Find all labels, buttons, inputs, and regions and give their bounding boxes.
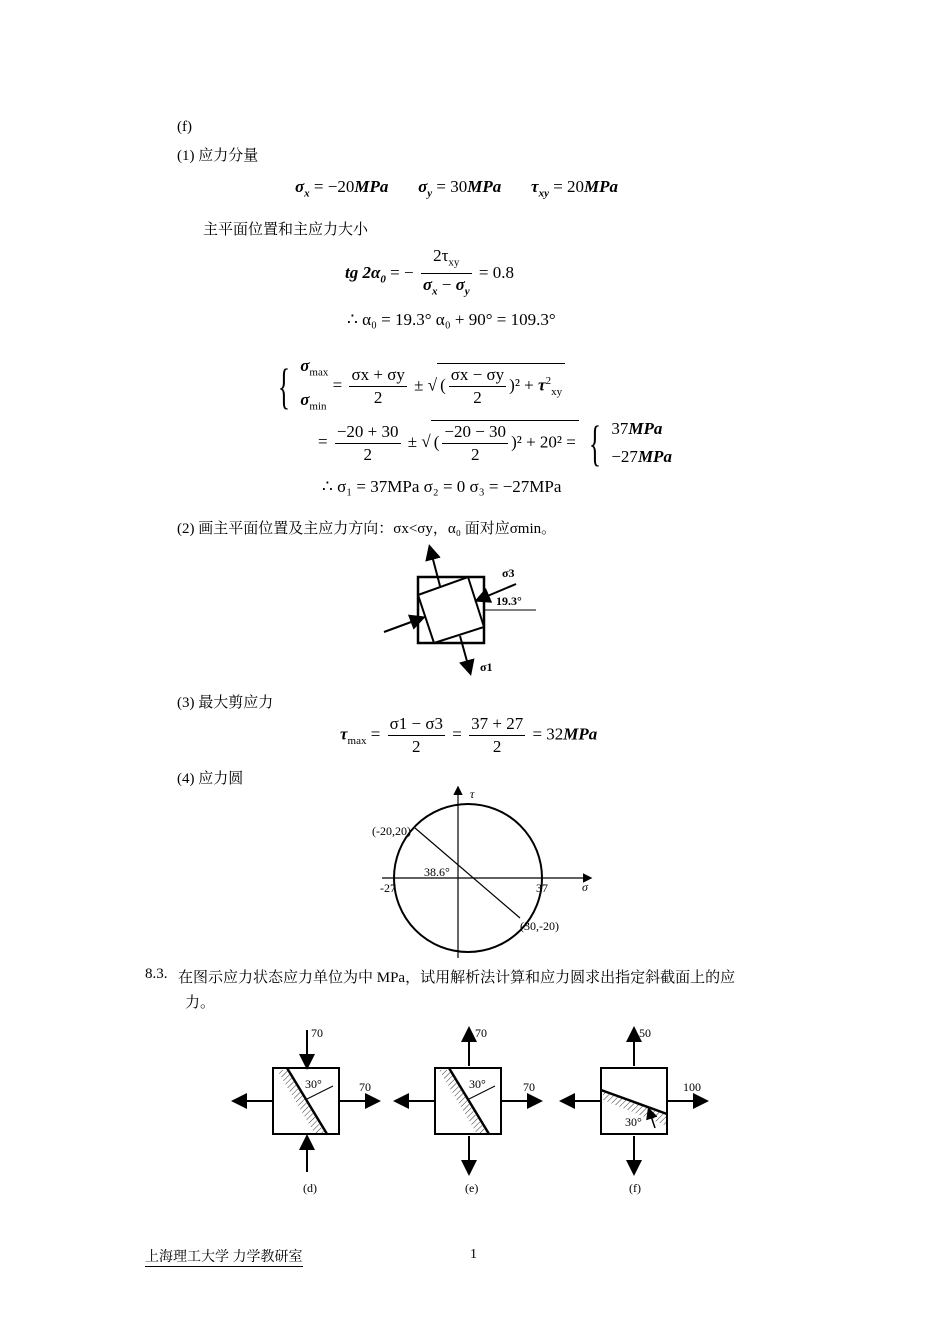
principal-heading: 主平面位置和主应力大小 (203, 222, 369, 238)
fig-e-angle-label: 30° (469, 1077, 486, 1091)
principal-element-figure (378, 540, 548, 680)
step-1-heading: (1) 应力分量 (177, 148, 259, 164)
fig-f-caption: (f) (629, 1181, 641, 1195)
fig-f-top-label: 50 (639, 1026, 651, 1040)
page-number: 1 (470, 1247, 477, 1262)
right-intercept-label: 37 (536, 881, 548, 895)
figure-d (235, 1026, 377, 1195)
principal-result: ∴ σ₁ = 37MPa σ₂ = 0 σ₃ = −27MPa (322, 477, 562, 496)
fig-e-top-label: 70 (475, 1026, 487, 1040)
figure-e (397, 1026, 539, 1195)
step-4-heading: (4) 应力圆 (177, 771, 244, 787)
angle-label: 19.3° (496, 594, 522, 608)
point-2-label: (30,-20) (520, 919, 559, 933)
mohr-circle-figure (360, 780, 610, 965)
stress-components-equation: $\sigma_x = -20MPa$ $\sigma_y = 30MPa$ $\tau_{xy} = 20MPa$ (295, 177, 619, 200)
left-intercept-label: -27 (380, 881, 396, 895)
problem-text-line2: 力。 (185, 995, 216, 1011)
figure-f (563, 1026, 705, 1195)
sigma3-label: σ3 (502, 566, 515, 580)
sigma1-label: σ1 (480, 660, 493, 674)
tau-axis-label: τ (470, 787, 475, 801)
problem-figures (225, 1020, 725, 1200)
point-1-label: (-20,20) (372, 824, 411, 838)
sigma-axis-label: σ (582, 880, 588, 894)
problem-text-line1: 在图示应力状态应力单位为中 MPa，试用解析法计算和应力圆求出指定斜截面上的应 (178, 970, 736, 986)
step-2-heading: (2) 画主平面位置及主应力方向：σx<σy，α₀ 面对应σmin。 (177, 521, 557, 537)
max-min-formula: { $\sigma_{max}$ $\sigma_{min}$ = $\frac{\sigma x + \sigma y}{2}$ ± √ ( $\frac{\sigma x - \sigma y}{2}$ )$^2 + \tau^2_{xy}$ (272, 352, 565, 421)
fig-d-caption: (d) (303, 1181, 317, 1195)
step-3-heading: (3) 最大剪应力 (177, 695, 274, 711)
rotated-element (418, 577, 484, 643)
fig-d-top-label: 70 (311, 1026, 323, 1040)
footer-institution: 上海理工大学 力学教研室 (145, 1246, 303, 1267)
fig-f-angle-label: 30° (625, 1115, 642, 1129)
numeric-equation: = $\frac{-20 + 30}{2}$ ± √ ( $\frac{-20 - 30}{2}$ )² + 20² = { 37MPa −27MPa (318, 415, 672, 471)
angle-label: 38.6° (424, 865, 450, 879)
fig-f-right-label: 100 (683, 1080, 701, 1094)
alpha-equation: ∴ α₀ = 19.3° α₀ + 90° = 109.3° (347, 310, 556, 329)
fig-d-angle-label: 30° (305, 1077, 322, 1091)
fig-e-right-label: 70 (523, 1080, 535, 1094)
fig-d-right-label: 70 (359, 1080, 371, 1094)
fig-e-caption: (e) (465, 1181, 479, 1195)
section-label: (f) (177, 119, 192, 135)
problem-number: 8.3. (145, 966, 168, 982)
tan-equation: tg $2\alpha_0$ = − $\frac{2\tau_{xy}}{\sigma_x - \sigma_y}$ = 0.8 (345, 246, 514, 298)
tau-max-equation: $\tau_{max}$ = $\frac{\sigma 1 - \sigma 3}{2}$ = $\frac{37 + 27}{2}$ = 32MPa (340, 714, 598, 756)
